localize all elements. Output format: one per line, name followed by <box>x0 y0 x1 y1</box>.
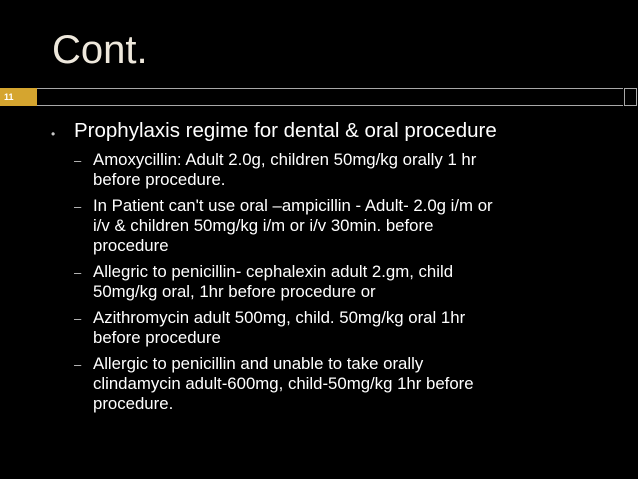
main-bullet-text: Prophylaxis regime for dental & oral procedure <box>74 119 497 142</box>
main-bullet-marker: • <box>51 127 56 141</box>
sub-bullet-text: Allegric to penicillin- cephalexin adult 2.gm, child 50mg/kg oral, 1hr before procedure or <box>93 262 454 301</box>
divider-end-box <box>624 88 637 106</box>
sub-bullet-text: In Patient can't use oral –ampicillin - Adult- 2.0g i/m or i/v & children 50mg/kg i/m or i/v 30min. before procedure <box>93 196 493 255</box>
sub-bullet-item <box>73 262 613 302</box>
sub-bullet-text: Amoxycillin: Adult 2.0g, children 50mg/kg orally 1 hr before procedure. <box>93 150 477 189</box>
slide-title: Cont. <box>52 28 148 72</box>
sub-bullet-marker: – <box>74 265 82 280</box>
sub-bullet-text: Azithromycin adult 500mg, child. 50mg/kg oral 1hr before procedure <box>93 308 466 347</box>
sub-bullet-marker: – <box>74 153 82 168</box>
sub-bullet-item <box>73 150 613 190</box>
sub-bullet-text: Allergic to penicillin and unable to take orally clindamycin adult-600mg, child-50mg/kg 1hr before procedure. <box>93 354 474 413</box>
slide-number: 11 <box>4 92 14 102</box>
sub-bullet-list <box>73 150 613 420</box>
divider-band <box>37 88 623 106</box>
sub-bullet-item <box>73 196 613 256</box>
sub-bullet-item <box>73 308 613 348</box>
sub-bullet-marker: – <box>74 311 82 326</box>
sub-bullet-marker: – <box>74 199 82 214</box>
sub-bullet-item <box>73 354 613 414</box>
sub-bullet-marker: – <box>74 357 82 372</box>
